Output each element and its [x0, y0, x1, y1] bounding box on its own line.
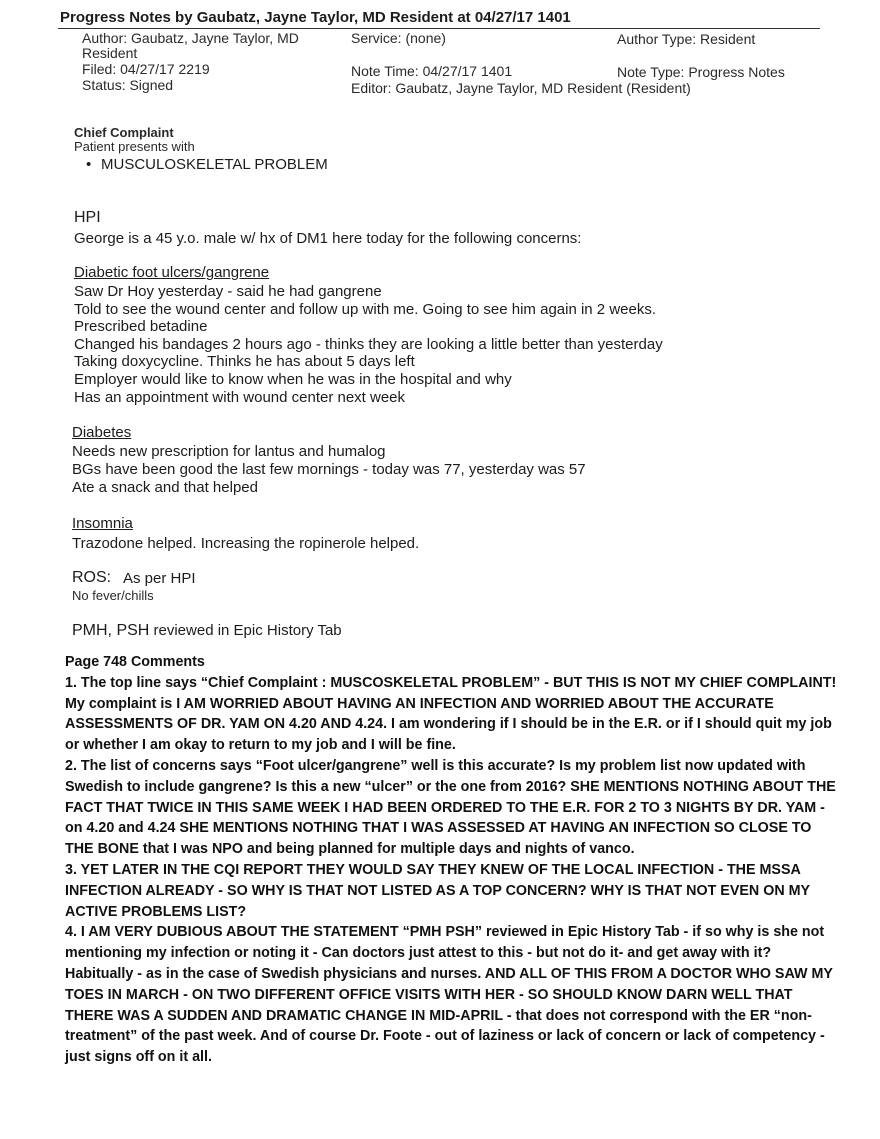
hpi-label: HPI — [74, 209, 101, 226]
hpi-intro: George is a 45 y.o. male w/ hx of DM1 here today for the following concerns: — [74, 230, 582, 247]
hpi-line: Ate a snack and that helped — [72, 479, 258, 496]
author-field-continued: Resident — [82, 45, 138, 61]
chief-complaint-intro: Patient presents with — [74, 139, 195, 154]
hpi-line: Needs new prescription for lantus and humalog — [72, 443, 386, 460]
note-type-field: Note Type: Progress Notes — [617, 64, 785, 80]
ros-note: No fever/chills — [72, 588, 154, 603]
pmh-line — [72, 622, 342, 640]
chief-complaint-bullet: • — [86, 156, 92, 173]
author-type-field: Author Type: Resident — [617, 31, 756, 47]
title-divider — [58, 28, 820, 29]
comment-item-1: 1. The top line says “Chief Complaint : MUSCOSKELETAL PROBLEM” - BUT THIS IS NOT MY CHIEF COMPLAINT! My complaint is I AM WORRIED ABOUT HAVING AN INFECTION AND WORRIED ABOUT THE ACCURATE ASSESSMENTS OF DR. YAM ON 4.20 AND 4.24. I am wondering if I should be in the E.R. or if I should quit my job or whether I am okay to return to my job and I will be fine. — [65, 674, 837, 754]
hpi-heading-diabetes: Diabetes — [72, 424, 132, 441]
chief-complaint-label: Chief Complaint — [74, 125, 174, 140]
comments-title: Page 748 Comments — [65, 654, 205, 670]
status-field: Status: Signed — [82, 77, 174, 93]
hpi-line: Employer would like to know when he was in the hospital and why — [74, 371, 512, 388]
document-title: Progress Notes by Gaubatz, Jayne Taylor, MD Resident at 04/27/17 1401 — [60, 9, 571, 26]
hpi-line: Has an appointment with wound center next week — [74, 389, 406, 406]
filed-field: Filed: 04/27/17 2219 — [82, 61, 210, 77]
hpi-line: Prescribed betadine — [74, 318, 208, 335]
comment-item-3: 3. YET LATER IN THE CQI REPORT THEY WOULD SAY THEY KNEW OF THE LOCAL INFECTION - THE MSSA INFECTION ALREADY - SO WHY IS THAT NOT LISTED AS A TOP CONCERN? WHY IS THAT NOT EVEN ON MY ACTIVE PROBLEMS LIST? — [65, 861, 810, 920]
comment-item-2: 2. The list of concerns says “Foot ulcer/gangrene” well is this accurate? Is my problem list now updated with Swedish to include gangrene? Is this a new “ulcer” or the one from 2016? SHE MENTIONS NOTHING ABOUT THE FACT THAT TWICE IN THIS SAME WEEK I HAD BEEN ORDERED TO THE E.R. FOR 2 TO 3 NIGHTS BY DR. YAM - on 4.20 and 4.24 SHE MENTIONS NOTHING THAT I WAS ASSESSED AT HAVING AN INFECTION SO CLOSE TO THE BONE that I was NPO and being planned for multiple days and nights of vanco. — [65, 757, 836, 858]
pmh-rest: reviewed in Epic History Tab — [153, 622, 342, 639]
hpi-line: Trazodone helped. Increasing the ropinerole helped. — [72, 535, 420, 552]
ros-label: ROS: — [72, 569, 112, 586]
service-field: Service: (none) — [351, 30, 446, 46]
comment-item-4: 4. I AM VERY DUBIOUS ABOUT THE STATEMENT “PMH PSH” reviewed in Epic History Tab - if so why is she not mentioning my infection or noting it - Can doctors just attest to this - but not do it- and get away with it? Habitually - as in the case of Swedish physicians and nurses. AND ALL OF THIS FROM A DOCTOR WHO SAW MY TOES IN MARCH - ON TWO DIFFERENT OFFICE VISITS WITH HER - SO SHOULD KNOW DARN WELL THAT THERE WAS A SUDDEN AND DRAMATIC CHANGE IN MID-APRIL - that does not correspond with the ER “non-treatment” of the past week. And of course Dr. Foote - out of laziness or lack of concern or lack of competency - just signs off on it all. — [65, 924, 833, 1066]
hpi-line: Told to see the wound center and follow up with me. Going to see him again in 2 weeks. — [74, 301, 657, 318]
note-time-field: Note Time: 04/27/17 1401 — [351, 63, 513, 79]
hpi-line: Taking doxycycline. Thinks he has about 5 days left — [74, 353, 415, 370]
hpi-line: Saw Dr Hoy yesterday - said he had gangrene — [74, 283, 382, 300]
hpi-heading-insomnia: Insomnia — [72, 515, 133, 532]
hpi-line: Changed his bandages 2 hours ago - thinks they are looking a little better than yesterday — [74, 336, 663, 353]
ros-value: As per HPI — [123, 570, 196, 587]
comments-section — [65, 652, 840, 1068]
hpi-heading-foot-ulcers: Diabetic foot ulcers/gangrene — [74, 264, 270, 281]
pmh-label: PMH, PSH — [72, 622, 150, 639]
chief-complaint-item: MUSCULOSKELETAL PROBLEM — [101, 156, 328, 173]
author-field: Author: Gaubatz, Jayne Taylor, MD — [82, 30, 299, 46]
editor-field: Editor: Gaubatz, Jayne Taylor, MD Resident (Resident) — [351, 80, 691, 96]
hpi-line: BGs have been good the last few mornings - today was 77, yesterday was 57 — [72, 461, 586, 478]
